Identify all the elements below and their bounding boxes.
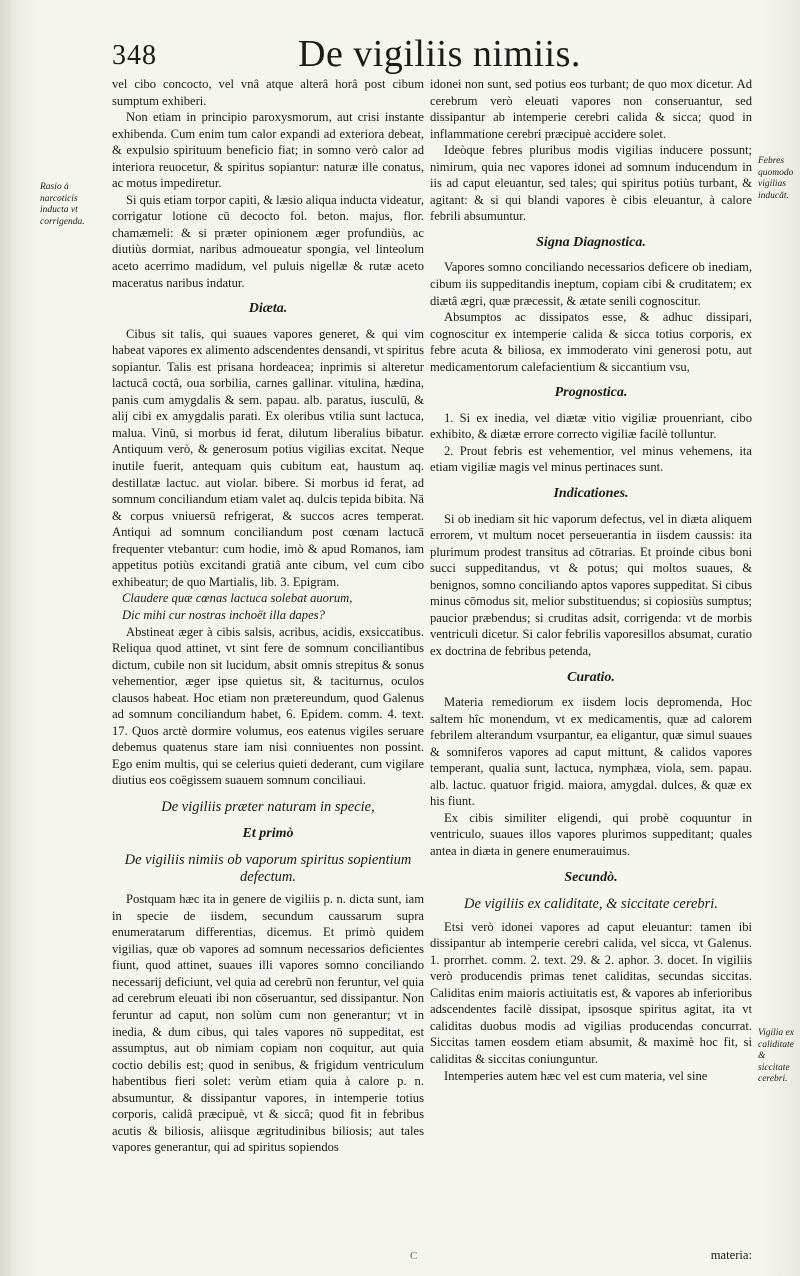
margin-note-left: Rasio à narcoticis inducta vt corrigenda. (40, 182, 85, 227)
catchword: materia: (710, 1248, 752, 1262)
section-heading-signa: Signa Diagnostica. (536, 234, 646, 250)
paragraph: Ex cibis similiter eligendi, qui probè coquuntur in ventriculo, suaues illos vapores plurimos suppeditant; quales antea in diæta in genere enumerauimus. (430, 810, 752, 858)
margin-note-right-fevers: Febres quomodo vigilias inducăt. (758, 156, 794, 201)
paragraph: Etsi verò idonei vapores ad caput eleuantur: tamen ibi dissipantur ab intemperie cerebri calida, vel sicca, vt Galenus. 1. prorrhet. comm. 2. text. 29. & 2. aphor. 3. docet. In vigiliis verò producendis primas tenet caliditas, secundas siccitas. Caliditas enim maioris actiuitatis est, & vapores ab inferioribus adscendentes facilè dissipat, ipsosque spiritus agitat, ita vt caliditas duobus modis ad vigilias producendas concurrat. Siccitas tamen eosdem etiam absumit, & maximè hoc fit, si caliditas & siccitas coniunguntur. (430, 919, 752, 1066)
right-column (430, 76, 752, 1084)
paragraph: vel cibo concocto, vel vnâ atque alterâ horâ post cibum sumptum exhiberi. (112, 77, 424, 108)
paragraph: Non etiam in principio paroxysmorum, aut crisi instante exhibenda. Cum enim tum calor expandi ad exteriora debeat, & expulsio spirituum beneficio fiat; in somno verò calor ad interiora reuocetur, & spiritus sopiantur: naturæ ille conatus, ac motus impediretur. (112, 110, 424, 191)
section-heading-prognostica: Prognostica. (554, 385, 628, 401)
verse-line: Dic mihi cur nostras inchoët illa dapes? (122, 607, 325, 622)
section-heading-nimiis: De vigiliis nimiis ob vaporum spiritus sopientium defectum. (124, 852, 412, 885)
left-column (112, 76, 424, 1156)
section-heading-praeter: De vigiliis præter naturam in specie, (161, 798, 375, 815)
paragraph: Intemperies autem hæc vel est cum materia, vel sine (444, 1068, 708, 1083)
section-heading-curatio: Curatio. (567, 669, 615, 685)
verse-line: Claudere quæ cœnas lactuca solebat auorum, (122, 591, 353, 606)
paragraph: Vapores somno conciliando necessarios deficere ob inediam, cibum iis suppeditandis ineptum, copiam cibi & cruditatem; ex diætâ ægri, quæ præcessit, & ætate senili cognoscitur. (430, 260, 752, 308)
page-number: 348 (112, 40, 157, 71)
paragraph: idonei non sunt, sed potius eos turbant; de quo mox dicetur. Ad cerebrum verò eleuati vapores non conseruantur, sed dissipantur ab intemperie cerebri calida & sicca; quod in inflammatione cerebri præcipuè accidere solet. (430, 77, 752, 141)
section-heading-primo: Et primò (242, 825, 294, 841)
paragraph: Abstineat æger à cibis salsis, acribus, acidis, exsiccatibus. Reliqua quod attinet, vt sint fere de somnum conciliantibus dictum, cubile non sit lucidum, absit omnis strepitus & sonus vehementior, æger ipse quietus sit, & taciturnus, oculos clausos habeat. Hoc etiam non prætereundum, quod Galenus ad somnum conciliandum habet, 6. Epidem. comm. 4. text. 17. Quos arctè dormire volumus, eos eatenus vigiles seruare debemus quatenus stare iam nisi conniuentes non possint. Ego enim multis, qui se celerius quieti dederant, cum vigilare diutius eos coëgissem suauem somnum conciliaui. (112, 624, 424, 788)
paragraph: 1. Si ex inedia, vel diætæ vitio vigiliæ prouenriant, cibo exhibito, & diætæ errore correcto vigiliæ facilè tolluntur. (430, 410, 752, 442)
signature-mark: C (410, 1250, 418, 1262)
section-heading-caliditate: De vigiliis ex caliditate, & siccitate cerebri. (464, 896, 718, 913)
paragraph: Postquam hæc ita in genere de vigiliis p. n. dicta sunt, iam in specie de iisdem, secundum caussarum supra enumeratarum differentias, dicemus. Et primò quidem vigilias, quæ ob vapores ad somnum necessarios deficientes fiunt, quod attinet, suaues illi vapores somno conciliando necessarij deficiunt, vel quia ad cerebrū non feruntur, vel quia ad cerebrum eleuati ibi non cōseruantur, sed dissipantur. Non feruntur ad caput, non solùm cum non generantur; vt in inedia, & dum cibus, qui tales vapores nō suppeditat, est assumptus, aut ob nimiam copiam non coquitur, aut quia coctio debilis est; quod in senibus, & frigidum ventriculum habentibus fieri solet: verùm etiam quia à calore p. n. absumuntur, & dissipantur vapores, in intemperie totius corporis, calidâ præcipuè, vt & siccâ; quod fit in febribus acutis & biliosis, aliisque ægritudinibus biliosis; aut tales vapores generantur, qui ad spiritus sopiendos (112, 892, 424, 1155)
margin-note-right-heat: Vigilia ex caliditate & siccitate cerebri. (758, 1028, 794, 1084)
page-header (108, 30, 748, 78)
paragraph: Si ob inediam sit hic vaporum defectus, vel in diæta aliquem errorem, vt multum nocet perseuerantia in iisdem caussis: ita plurimum prodest transitus ad cōtrarias. Et proinde cibus boni succi suppeditandus, vt & potus; qui moltos suaues, & benignos, somno conciliando aptos vapores suppeditat. Si cibus minus cōmodus sit, melior substituendus; si copiosiùs sumptus; paucior præbendus; si cruditas adsit, corrigenda: vt de morbis ventriculi dicetur. Si calor febrilis vaporesillos absumat, curatio ex doctrina de febribus petenda, (430, 511, 752, 658)
paragraph: Si quis etiam torpor capiti, & læsio aliqua inducta videatur, corrigatur lotione cū decocto fol. beton. majus, flor. chamæmeli: & si præter opinionem æger profundiùs, ac diutiùs dormiat, naribus admoueatur spongia, vel linteolum aceto acerrimo madidum, vel puluis nigellæ & rutæ aceto maceratus naribus indatur. (112, 192, 424, 290)
section-heading-diaeta: Diæta. (248, 301, 288, 317)
paragraph: Ideòque febres pluribus modis vigilias inducere possunt; nimirum, quia nec vapores idonei ad somnum inducendum in iis ad caput eleuantur, sed tales; qui spiritus potiùs turbant, & agitant: & si qui blandi vapores è cibis eleuantur, à calore febrili absumuntur. (430, 143, 752, 224)
paragraph: 2. Prout febris est vehementior, vel minus vehemens, ita etiam vigiliæ magis vel minus pertinaces sunt. (430, 443, 752, 475)
section-heading-secundo: Secundò. (564, 869, 618, 885)
paragraph: Cibus sit talis, qui suaues vapores generet, & qui vim habeat vapores ex alimento adscendentes densandi, vt spiritus sopiantur. Talis est prisana hordeacea; inprimis si alteretur lactucâ coctâ, oua sorbilia, carnes gallinar. vitulina, hædina, panis cum amygdalis & sem. papau. alb. paratus, iusculū, & alij cibi ex amygdalis parati. Ex oleribus vtilia sunt lactuca, malua. Vinū, si morbus id ferat, dilutum liberalius bibatur. Antiquum verò, & generosum potius vigilias excitat. Neque inutile fuerit, antequam quis cubitum eat, haustum aq. destillatæ lactuc. aut violar. bibere. Si morbus id ferat, ad somnum conciliandum etiam valet aq. dulcis tepida bibita. Nā & corpus vniuersū refrigerat, & succos acres temperat. Antiqui ad somnum conciliandum post cœnam lactucā frequenter vtebantur: cum hodie, imò & apud Romanos, iam appetitus potiùs excitandi gratiâ ante cibum, vel cum cibo exhibeatur; de quo Martialis, lib. 3. Epigram. (112, 326, 424, 589)
section-heading-indicationes: Indicationes. (553, 486, 629, 502)
paragraph: Materia remediorum ex iisdem locis depromenda, Hoc saltem hîc monendum, vt ex medicamentis, quæ ad calorem febrilem alterandum vsurpantur, ea eligantur, quæ simul suaues & somniferos vapores ad caput mittunt, & calidos vapores temperant, qualia sunt, lactuca, nymphæa, viola, sem. papau. alb. lactuc. quatuor frigid. maiora, amygdal. dulces, & quæ ex his fiunt. (430, 695, 752, 809)
running-title: De vigiliis nimiis. (298, 33, 581, 75)
paragraph: Absumptos ac dissipatos esse, & adhuc dissipari, cognoscitur ex intemperie calida & sicca totius corporis, ex febre acuta & biliosa, ex immoderato vini generosi potu, aut medicamentorum calefacientium & siccantium vsu, (430, 310, 752, 374)
